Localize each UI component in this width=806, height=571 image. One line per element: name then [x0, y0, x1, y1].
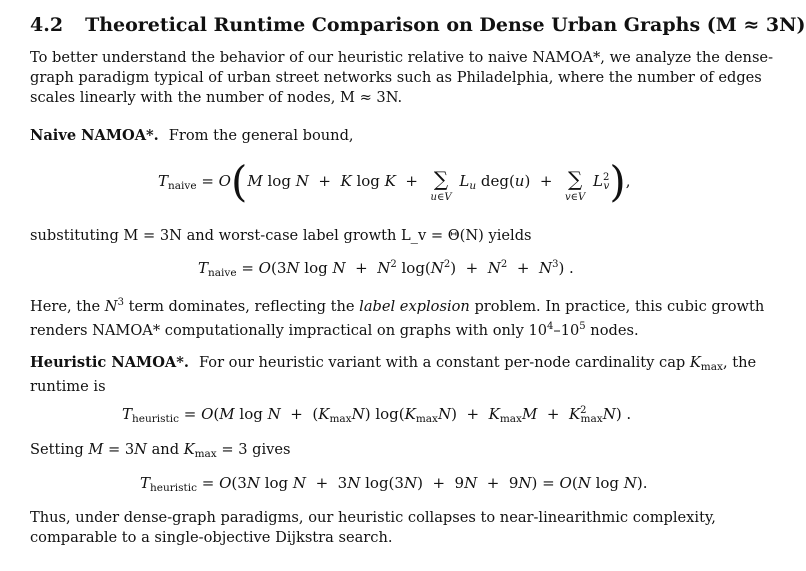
naive-equation-1: $T_{naive} = O(M$ log N + K log K + ∑ u∈V $L_u$ deg(u) + ∑ v∈V $L^2_v$), — [158, 157, 631, 206]
intro-paragraph: To better understand the behavior of our heuristic relative to naive NAMOA*, we analyze the dense-graph paradigm typical of urban street networks such as Philadelphia, where the number of edges scales linearly with the number of nodes, M ≈ 3N. — [30, 49, 773, 106]
heuristic-lead-paragraph: Heuristic NAMOA*. For our heuristic variant with a constant per-node cardinality cap $K_{max}$, the runtime is — [30, 354, 757, 395]
naive-substitution: substituting M = 3N and worst-case label growth L_v = Θ(N) yields — [30, 227, 532, 244]
section-number: 4.2 — [30, 14, 64, 36]
heuristic-equation-1: $T_{heuristic} = O(M$ $\log N + (K_{max}N) \log(K_{max}N) + K_{max}M + K^2_{max}N$) . — [122, 405, 632, 425]
naive-equation-2: $T_{naive} = O(3N$ $\log N + N^2$ $\log(N^2) + N^2 + N^3$) . — [198, 259, 574, 279]
heuristic-title: Heuristic NAMOA*. — [30, 354, 189, 371]
section-title: Theoretical Runtime Comparison on Dense Urban Graphs (M ≈ 3N) — [85, 14, 806, 36]
naive-title: Naive NAMOA*. — [30, 127, 159, 144]
heuristic-setting: Setting M = 3N and $K_{max} = 3$ gives — [30, 441, 291, 460]
conclusion-paragraph: Thus, under dense-graph paradigms, our heuristic collapses to near-linearithmic complexity, comparable to a single-objective Dijkstra search. — [30, 509, 716, 546]
naive-lead-paragraph — [30, 126, 776, 146]
heuristic-equation-2: $T_{heuristic} = O(3N$ log N + 3N log(3N) + 9N + 9N) = O(N log N). — [140, 474, 648, 494]
naive-lead: From the general bound, — [168, 127, 354, 144]
naive-remark-paragraph: Here, the $N^3$ term dominates, reflecting the label explosion problem. In practice, this cubic growth renders NAMOA* computationally impractical on graphs with only $10^4-10^5$ nodes. — [30, 297, 765, 339]
section-heading — [30, 14, 806, 36]
